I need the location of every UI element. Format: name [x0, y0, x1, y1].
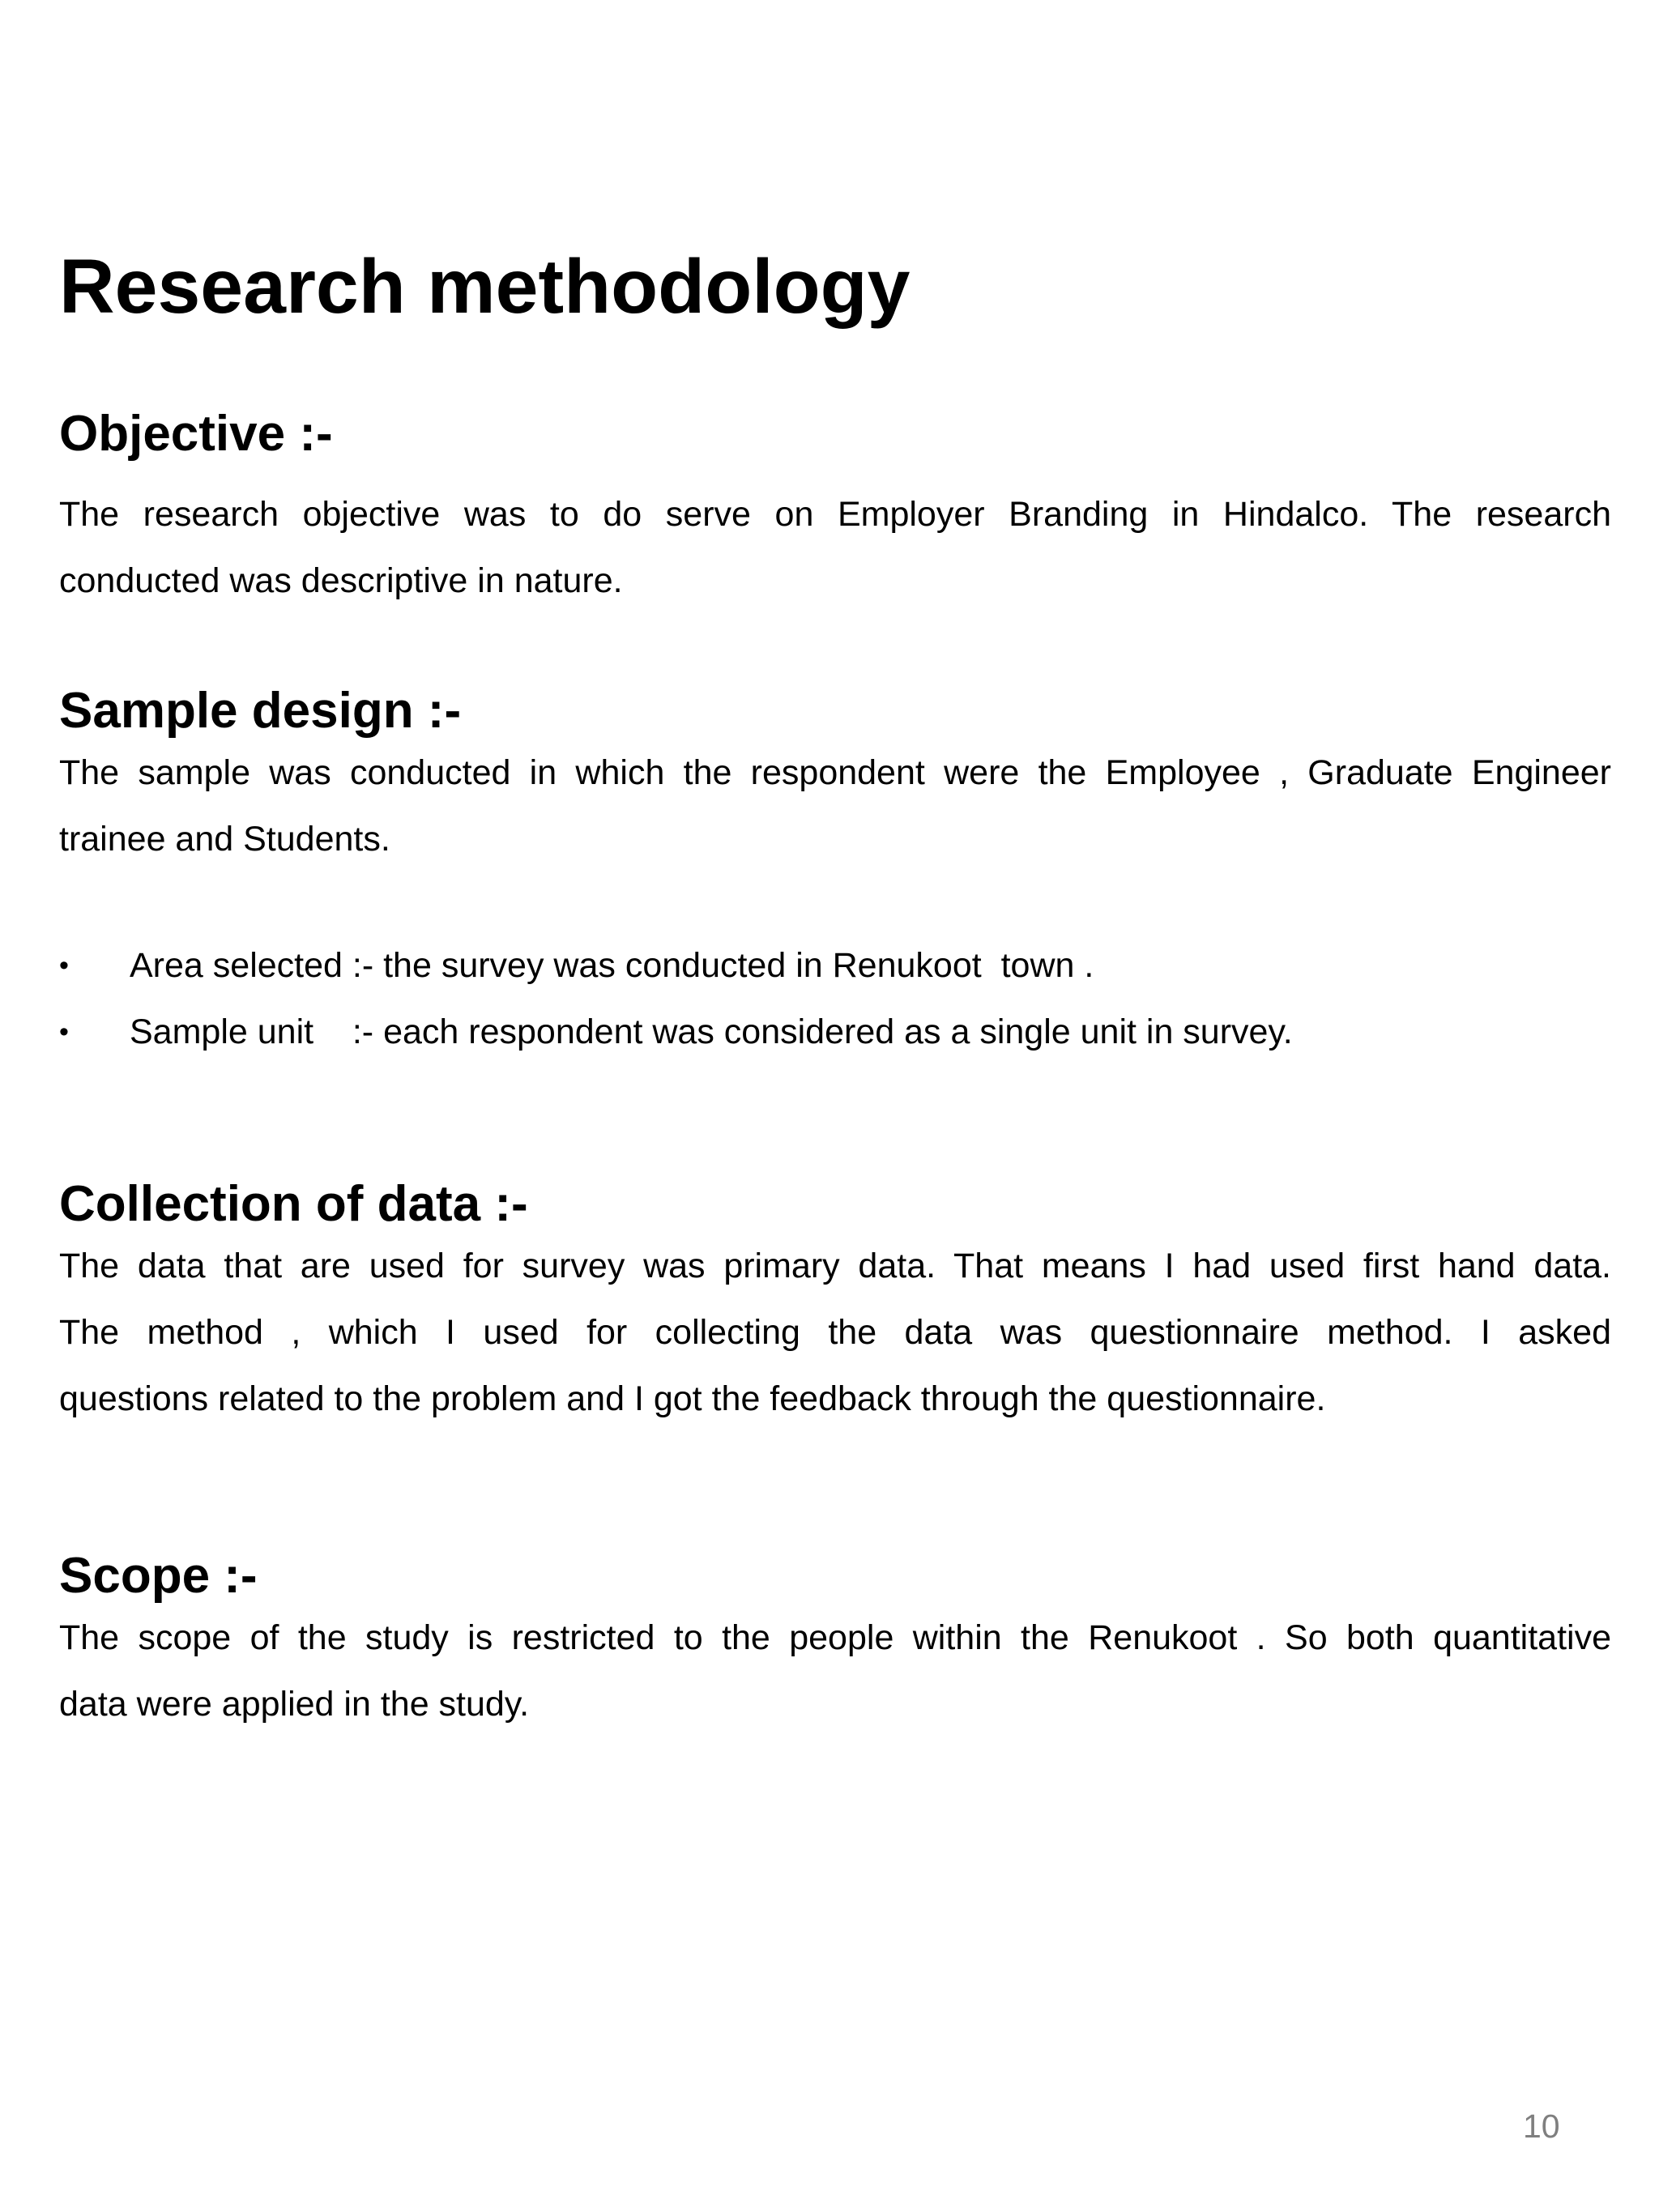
paragraph-line: The sample was conducted in which the respondent were the Employee , Graduate Engineer — [59, 753, 1611, 792]
page-number: 10 — [1523, 2108, 1560, 2145]
list-item — [59, 999, 1611, 1065]
paragraph-line: questions related to the problem and I got the feedback through the questionnaire. — [59, 1379, 1326, 1418]
scope-heading: Scope :- — [59, 1548, 258, 1604]
page-title: Research methodology — [59, 244, 911, 330]
list-item-text: Area selected :- the survey was conducted in Renukoot town . — [130, 946, 1094, 985]
list-item — [59, 932, 1611, 999]
bullet-icon: • — [59, 950, 69, 981]
objective-paragraph — [59, 481, 1611, 614]
paragraph-line: conducted was descriptive in nature. — [59, 561, 623, 600]
bullet-icon: • — [59, 1016, 69, 1047]
paragraph-line: The method , which I used for collecting the data was questionnaire method. I asked — [59, 1313, 1611, 1352]
sample-design-heading: Sample design :- — [59, 683, 462, 739]
sample-design-paragraph — [59, 739, 1611, 872]
collection-of-data-heading: Collection of data :- — [59, 1176, 528, 1232]
paragraph-line: trainee and Students. — [59, 820, 390, 859]
sample-design-bullet-list — [59, 932, 1611, 1065]
paragraph-line: data were applied in the study. — [59, 1685, 530, 1724]
paragraph-line: The research objective was to do serve on Employer Branding in Hindalco. The research — [59, 495, 1611, 534]
paragraph-line: The data that are used for survey was primary data. That means I had used first hand data. — [59, 1247, 1611, 1285]
collection-of-data-paragraph — [59, 1233, 1611, 1432]
paragraph-line: The scope of the study is restricted to the people within the Renukoot . So both quantitative — [59, 1618, 1611, 1657]
scope-paragraph — [59, 1605, 1611, 1737]
objective-heading: Objective :- — [59, 406, 333, 462]
list-item-text: Sample unit :- each respondent was considered as a single unit in survey. — [130, 1012, 1293, 1051]
